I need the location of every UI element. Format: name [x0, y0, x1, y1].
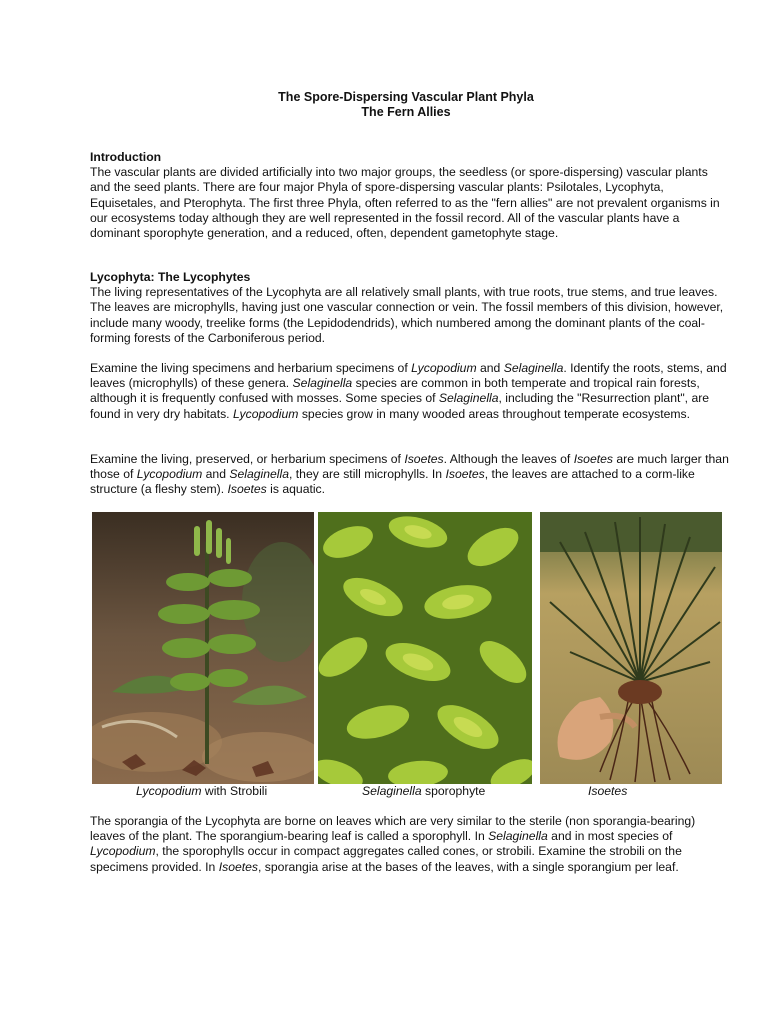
text-run: Examine the living specimens and herbarium specimens of [90, 361, 412, 375]
photo-strip [92, 512, 722, 784]
text-run: . Although the leaves of [443, 452, 574, 466]
genus-name: Selaginella [438, 391, 499, 406]
caption-genus: Selaginella [362, 784, 422, 798]
title-line-1: The Spore-Dispersing Vascular Plant Phyla [278, 90, 534, 104]
caption-isoetes [588, 784, 627, 799]
text-run: and in most species of [547, 829, 673, 844]
text-run: , they are still microphylls. In [289, 467, 446, 482]
selaginella-photo [318, 512, 532, 784]
genus-name: Isoetes [218, 859, 259, 874]
caption-text: with Strobili [201, 784, 268, 798]
caption-genus: Lycopodium [136, 784, 202, 798]
lycophyta-paragraph-3 [90, 452, 730, 498]
caption-text: sporophyte [421, 784, 486, 798]
introduction-paragraph: The vascular plants are divided artificially into two major groups, the seedless (or spore-dispersing) vascular plants and the seed plants. There are four major Phyla of spore-dispersing vascular plants: Psilotales, Lycophyta, Equisetales, and Pterophyta. The first three Phyla, often referred to as the "fern allies" are not prevalent organisms in our ecosystems today although they are well represented in the fossil record. All of the vascular plants have a dominant sporophyte generation, and a reduced, often, dependent gametophyte stage. [90, 165, 720, 241]
text-run: and [476, 361, 504, 375]
genus-name: Selaginella [488, 829, 548, 844]
text-run: Examine the living, preserved, or herbarium specimens of [90, 452, 405, 466]
genus-name: Selaginella [229, 467, 290, 482]
lycophyta-section [90, 270, 730, 346]
caption-lycopodium [136, 784, 267, 799]
text-run: and [202, 467, 230, 482]
genus-name: Selaginella [503, 361, 564, 375]
introduction-heading: Introduction [90, 150, 162, 164]
text-run: , the leaves are attached to a corm-like structure (a fleshy stem). [90, 467, 695, 497]
genus-name: Isoetes [445, 467, 485, 482]
genus-name: Lycopodium [232, 406, 299, 421]
caption-genus: Isoetes [588, 784, 628, 798]
genus-name: Isoetes [227, 482, 267, 497]
lycopodium-photo [92, 512, 314, 784]
text-run: The sporangia of the Lycophyta are borne on leaves which are very similar to the sterile (non sporangia-bearing) leaves of the plant. The sporangium-bearing leaf is called a sporophyll. In [90, 814, 696, 844]
sporangia-paragraph [90, 814, 730, 875]
introduction-section [90, 150, 730, 241]
genus-name: Lycopodium [136, 467, 203, 482]
lycophyta-paragraph-1: The living representatives of the Lycophyta are all relatively small plants, with true roots, true stems, and true leaves. The leaves are microphylls, having just one vascular connection or vein. The fossil members of this division, however, include many woody, treelike forms (the Lepidodendrids), which numbered among the dominant plants of the coal-forming forests of the Carboniferous period. [90, 285, 724, 345]
text-run: , sporangia arise at the bases of the leaves, with a single sporangium per leaf. [258, 859, 679, 874]
text-run: species grow in many wooded areas throughout temperate ecosystems. [298, 406, 691, 421]
genus-name: Isoetes [573, 452, 613, 466]
genus-name: Lycopodium [90, 844, 156, 859]
genus-name: Lycopodium [411, 361, 477, 375]
title-line-2: The Fern Allies [361, 105, 451, 119]
text-run: . Identify the roots, stems, and leaves (microphylls) of these genera. [90, 361, 727, 391]
document-title [90, 90, 722, 120]
lycophyta-heading: Lycophyta: The Lycophytes [90, 270, 251, 284]
text-run: is aquatic. [266, 482, 326, 497]
genus-name: Selaginella [292, 376, 353, 391]
genus-name: Isoetes [404, 452, 444, 466]
isoetes-photo [540, 512, 722, 784]
text-run: , the sporophylls occur in compact aggregates called cones, or strobili. Examine the strobili on the specimens provided. In [90, 844, 682, 874]
caption-selaginella [362, 784, 485, 799]
text-run: species are common in both temperate and tropical rain forests, although it is frequently confused with mosses. Some species of [90, 376, 700, 406]
text-run: , including the "Resurrection plant", are found in very dry habitats. [90, 391, 710, 421]
lycophyta-paragraph-2 [90, 361, 730, 422]
text-run: are much larger than those of [90, 452, 729, 482]
